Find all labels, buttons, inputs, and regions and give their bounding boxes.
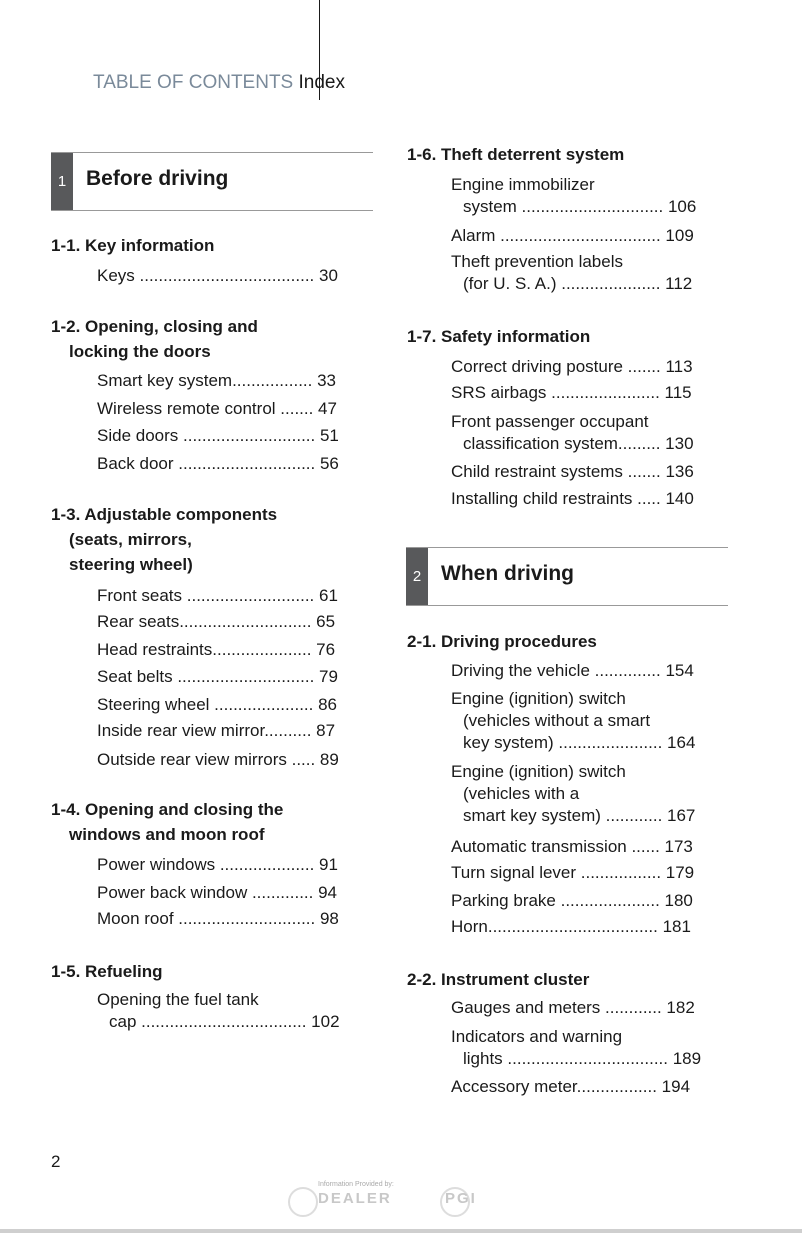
toc-entry[interactable]: Smart key system................. 33 [97, 371, 337, 390]
toc-entry[interactable]: Turn signal lever ................. 179 [451, 863, 695, 882]
toc-entry[interactable]: Accessory meter................. 194 [451, 1077, 691, 1096]
dealer-logo-text: DEALER [318, 1190, 392, 1207]
toc-entry[interactable] [451, 1026, 701, 1070]
line: locking the doors [69, 342, 211, 361]
subsection-title[interactable]: 1-1. Key information [51, 236, 215, 255]
toc-entry[interactable] [451, 688, 695, 754]
dealer-logo-icon [288, 1187, 318, 1217]
toc-entry[interactable]: SRS airbags ....................... 115 [451, 383, 692, 402]
line: 1-3. Adjustable components [51, 505, 278, 524]
toc-entry[interactable] [451, 761, 695, 827]
toc-entry[interactable] [451, 411, 694, 455]
toc-entry[interactable] [451, 251, 692, 295]
line: Front passenger occupant [451, 412, 649, 431]
section-title[interactable]: Before driving [86, 167, 229, 190]
line: system .............................. 106 [463, 197, 697, 216]
line: steering wheel) [69, 555, 193, 574]
section-number: 1 [51, 153, 73, 210]
toc-entry[interactable]: Keys ..................................... 30 [97, 266, 338, 285]
toc-entry[interactable]: Inside rear view mirror.......... 87 [97, 721, 336, 740]
toc-entry[interactable]: Power windows .................... 91 [97, 855, 338, 874]
toc-entry[interactable]: Steering wheel ..................... 86 [97, 695, 338, 714]
line: lights .................................. 189 [463, 1049, 702, 1068]
line: Opening the fuel tank [97, 990, 259, 1009]
line: Engine immobilizer [451, 175, 595, 194]
toc-entry[interactable]: Moon roof ............................. 98 [97, 909, 339, 928]
line: Engine (ignition) switch [451, 689, 626, 708]
toc-entry[interactable]: Head restraints..................... 76 [97, 640, 336, 659]
subsection-title[interactable] [51, 502, 277, 577]
toc-entry[interactable]: Side doors ............................ 51 [97, 426, 339, 445]
subsection-title[interactable]: 2-2. Instrument cluster [407, 970, 590, 989]
toc-entry[interactable] [97, 989, 340, 1033]
section-1-box [51, 152, 373, 211]
section-2-box [406, 547, 728, 606]
line: (for U. S. A.) ..................... 112 [463, 274, 693, 293]
footer-bar [0, 1229, 802, 1233]
toc-entry[interactable]: Outside rear view mirrors ..... 89 [97, 750, 339, 769]
pgi-logo-text: PGI [445, 1190, 477, 1207]
toc-entry[interactable]: Wireless remote control ....... 47 [97, 399, 337, 418]
toc-entry[interactable]: Correct driving posture ....... 113 [451, 357, 693, 376]
line: 1-4. Opening and closing the [51, 800, 284, 819]
toc-entry[interactable]: Horn.................................... 181 [451, 917, 691, 936]
subsection-title[interactable] [51, 314, 258, 364]
line: smart key system) ............ 167 [463, 806, 696, 825]
credit-text: Information Provided by: [318, 1181, 394, 1188]
line: windows and moon roof [69, 825, 265, 844]
toc-entry[interactable]: Child restraint systems ....... 136 [451, 462, 694, 481]
toc-entry[interactable]: Automatic transmission ...... 173 [451, 837, 693, 856]
line: cap ................................... 102 [109, 1012, 340, 1031]
line: (vehicles without a smart [463, 711, 651, 730]
toc-entry[interactable]: Alarm .................................. 109 [451, 226, 694, 245]
page-number: 2 [51, 1152, 61, 1171]
toc-entry[interactable]: Installing child restraints ..... 140 [451, 489, 694, 508]
toc-entry[interactable] [451, 174, 696, 218]
line: classification system......... 130 [463, 434, 694, 453]
subsection-title[interactable] [51, 797, 283, 847]
subsection-title[interactable]: 1-5. Refueling [51, 962, 163, 981]
toc-entry[interactable]: Driving the vehicle .............. 154 [451, 661, 694, 680]
page-header [93, 72, 345, 94]
line: Indicators and warning [451, 1027, 623, 1046]
line: key system) ...................... 164 [463, 733, 696, 752]
toc-entry[interactable]: Power back window ............. 94 [97, 883, 337, 902]
line: Theft prevention labels [451, 252, 623, 271]
toc-entry[interactable]: Rear seats............................ 65 [97, 612, 336, 631]
subsection-title[interactable]: 2-1. Driving procedures [407, 632, 597, 651]
subsection-title[interactable]: 1-6. Theft deterrent system [407, 145, 625, 164]
subsection-title[interactable]: 1-7. Safety information [407, 327, 591, 346]
line: Engine (ignition) switch [451, 762, 626, 781]
toc-entry[interactable]: Seat belts ............................. 79 [97, 667, 338, 686]
line: 1-2. Opening, closing and [51, 317, 258, 336]
toc-entry[interactable]: Parking brake ..................... 180 [451, 891, 693, 910]
section-number: 2 [406, 548, 428, 605]
line: (vehicles with a [463, 784, 580, 803]
toc-entry[interactable]: Back door ............................. 56 [97, 454, 339, 473]
header-index-link[interactable]: Index [298, 72, 345, 93]
toc-entry[interactable]: Gauges and meters ............ 182 [451, 998, 695, 1017]
section-title[interactable]: When driving [441, 562, 574, 585]
header-title[interactable]: TABLE OF CONTENTS [93, 72, 294, 93]
line: (seats, mirrors, [69, 530, 192, 549]
toc-entry[interactable]: Front seats ........................... 61 [97, 586, 338, 605]
